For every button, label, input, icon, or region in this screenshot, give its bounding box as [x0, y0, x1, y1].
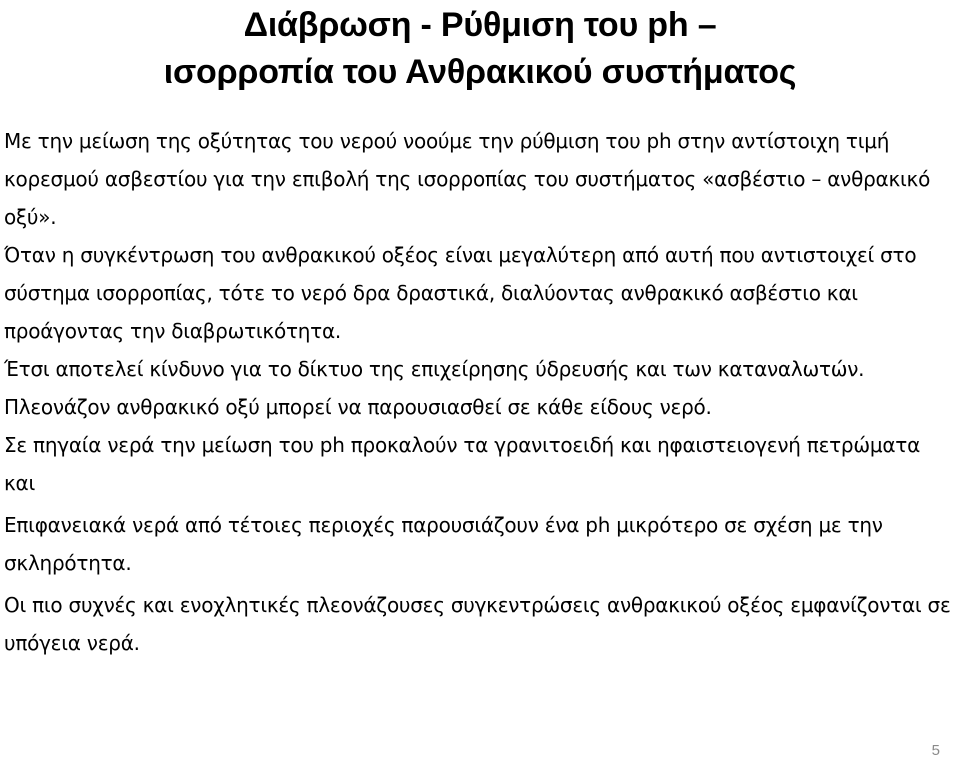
page-number: 5	[931, 742, 940, 759]
paragraph-5: Σε πηγαία νερά την μείωση του ph προκαλούν τα γρανιτοειδή και ηφαιστειογενή πετρώματα και	[4, 433, 921, 495]
slide-title	[0, 2, 960, 96]
paragraph-7: Οι πιο συχνές και ενοχλητικές πλεονάζουσες συγκεντρώσεις ανθρακικού οξέος εμφανίζονται σε υπόγεια νερά.	[4, 593, 951, 655]
paragraph-2: Όταν η συγκέντρωση του ανθρακικού οξέος είναι μεγαλύτερη από αυτή που αντιστοιχεί στο σύστημα ισορροπίας, τότε το νερό δρα δραστικά, διαλύοντας ανθρακικό ασβέστιο και προάγοντας την διαβρωτικότητα.	[4, 243, 917, 343]
paragraph-4: Πλεονάζον ανθρακικό οξύ μπορεί να παρουσιασθεί σε κάθε είδους νερό.	[4, 395, 712, 419]
slide-title-line-1: Διάβρωση - Ρύθμιση του ph –	[243, 6, 717, 44]
slide-body	[4, 122, 952, 662]
slide-title-line-2: ισορροπία του Ανθρακικού συστήματος	[163, 53, 797, 91]
paragraph-3: Έτσι αποτελεί κίνδυνο για το δίκτυο της επιχείρησης ύδρευσής και των καταναλωτών.	[4, 357, 865, 381]
paragraph-6: Επιφανειακά νερά από τέτοιες περιοχές παρουσιάζουν ένα ph μικρότερο σε σχέση με την σκληρότητα.	[4, 513, 883, 575]
paragraph-1: Με την μείωση της οξύτητας του νερού νοούμε την ρύθμιση του ph στην αντίστοιχη τιμή κορεσμού ασβεστίου για την επιβολή της ισορροπίας του συστήματος «ασβέστιο – ανθρακικό οξύ».	[4, 129, 931, 229]
